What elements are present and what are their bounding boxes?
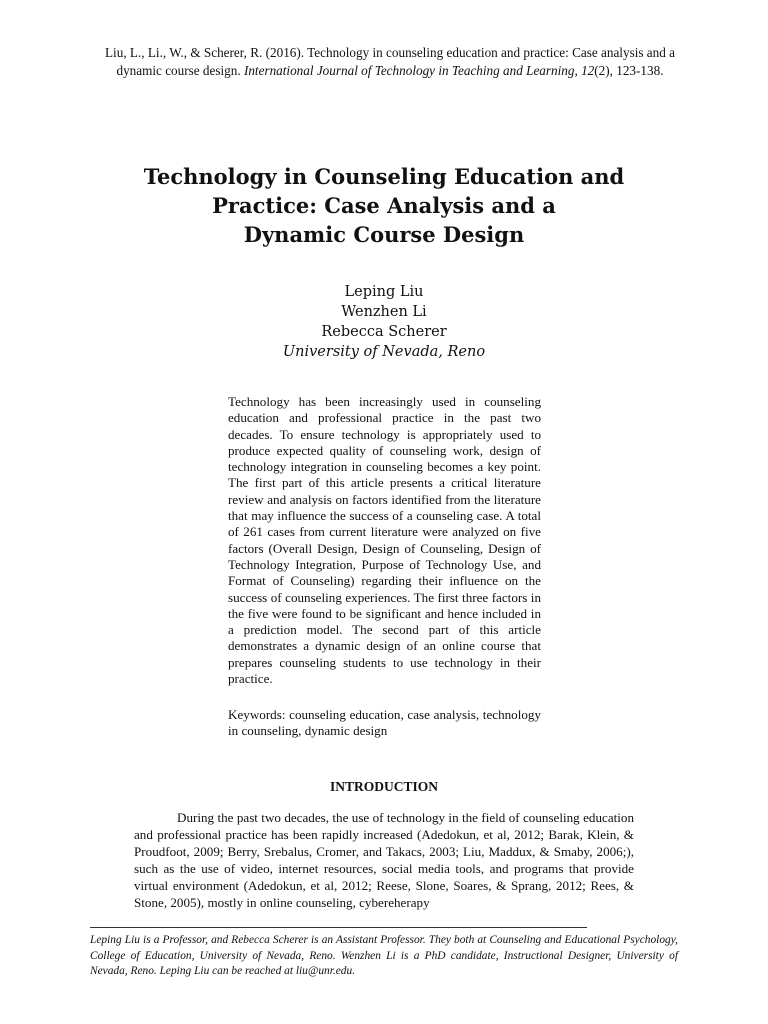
author-name: Wenzhen Li: [341, 304, 427, 320]
title-line-1: Technology in Counseling Education and: [143, 164, 625, 189]
paper-title: [100, 162, 668, 249]
title-line-3: Dynamic Course Design: [243, 222, 525, 247]
author-name: Leping Liu: [344, 284, 424, 300]
intro-paragraph: During the past two decades, the use of technology in the field of counseling education and professional practice has been rapidly increased (Adedokun, et al, 2012; Barak, Klein, & Proudfoot, 2009; Berry, Srebalus, Cromer, and Takacs, 2003; Liu, Maddux, & Smaby, 2006;), such as the use of video, internet resources, social media tools, and programs that provide virtual environment (Adedokun, et al, 2012; Reese, Slone, Soares, & Sprang, 2012; Rees, & Stone, 2005), mostly in online counseling, cybereherapy: [134, 810, 634, 911]
title-line-2: Practice: Case Analysis and a: [212, 193, 556, 218]
citation-issue-pages: (2), 123-138.: [594, 63, 664, 78]
section-heading: INTRODUCTION: [329, 779, 438, 794]
footnote-divider: [90, 927, 587, 928]
citation-header: [100, 44, 680, 80]
author-block: [180, 282, 588, 362]
citation-text: Liu, L., Li., W., & Scherer, R. (2016). Technology in counseling education and practice: Case analysis and a dynamic course design.: [105, 45, 675, 78]
author-footnote: Leping Liu is a Professor, and Rebecca Scherer is an Assistant Professor. They both at Counseling and Educational Psychology, College of Education, University of Nevada, Reno. Wenzhen Li is a PhD candidate, Instructional Designer, University of Nevada, Reno. Leping Liu can be reached at liu@unr.edu.: [90, 934, 678, 978]
citation-journal: International Journal of Technology in Teaching and Learning, 12: [243, 63, 595, 78]
author-affiliation: University of Nevada, Reno: [282, 344, 486, 360]
abstract: Technology has been increasingly used in counseling education and professional practice in the past two decades. To ensure technology is appropriately used to produce expected quality of counseling work, design of technology integration in counseling becomes a key point. The first part of this article presents a critical literature review and analysis on factors identified from the literature that may influence the success of a counseling case. A total of 261 cases from current literature were analyzed on five factors (Overall Design, Design of Counseling, Design of Technology Integration, Purpose of Technology Use, and Format of Counseling) regarding their influence on the success of counseling experiences. The first three factors in the five were found to be significant and hence included in a prediction model. The second part of this article demonstrates a dynamic design of an online course that prepares counseling students to use technology in their practice.: [228, 394, 541, 687]
author-name: Rebecca Scherer: [321, 324, 447, 340]
keywords: Keywords: counseling education, case analysis, technology in counseling, dynamic design: [228, 707, 541, 739]
